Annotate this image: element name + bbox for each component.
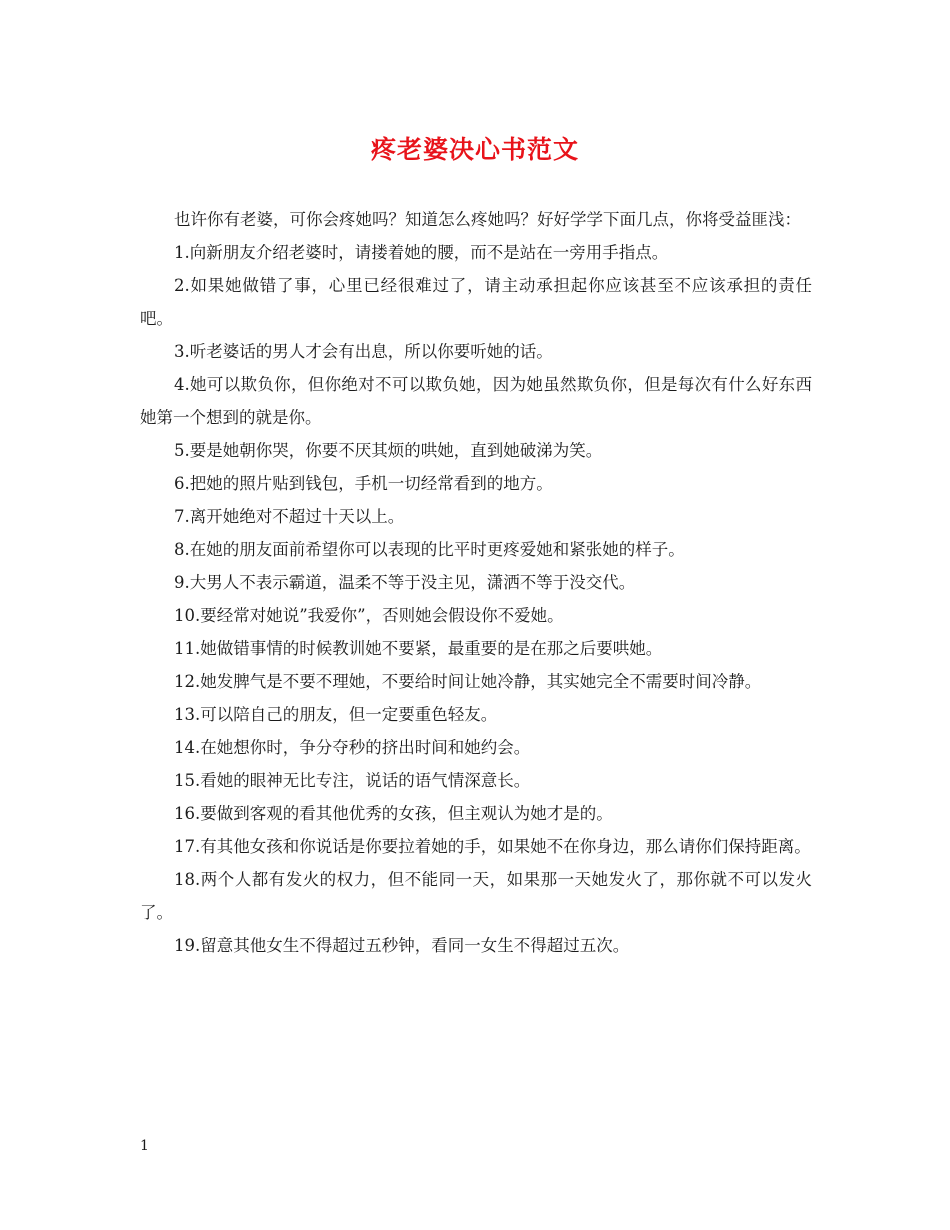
list-item: 8.在她的朋友面前希望你可以表现的比平时更疼爱她和紧张她的样子。 — [174, 540, 685, 559]
list-item: 14.在她想你时，争分夺秒的挤出时间和她约会。 — [174, 738, 531, 757]
list-item: 1.向新朋友介绍老婆时，请搂着她的腰，而不是站在一旁用手指点。 — [174, 243, 669, 262]
document-title: 疼老婆决心书范文 — [370, 135, 579, 164]
list-item: 3.听老婆话的男人才会有出息，所以你要听她的话。 — [174, 342, 553, 361]
list-item: 7.离开她绝对不超过十天以上。 — [174, 507, 405, 526]
list-item: 12.她发脾气是不要不理她，不要给时间让她冷静，其实她完全不需要时间冷静。 — [174, 672, 762, 691]
list-item: 11.她做错事情的时候教训她不要紧，最重要的是在那之后要哄她。 — [174, 639, 663, 658]
list-item: 9.大男人不表示霸道，温柔不等于没主见，潇洒不等于没交代。 — [174, 573, 636, 592]
document-body — [140, 203, 812, 962]
list-item: 4.她可以欺负你，但你绝对不可以欺负她，因为她虽然欺负你，但是每次有什么好东西她第一个想到的就是你。 — [140, 375, 812, 427]
list-item: 19.留意其他女生不得超过五秒钟，看同一女生不得超过五次。 — [174, 936, 630, 955]
list-item: 5.要是她朝你哭，你要不厌其烦的哄她，直到她破涕为笑。 — [174, 441, 603, 460]
page-number: 1 — [140, 1138, 149, 1154]
list-item: 16.要做到客观的看其他优秀的女孩，但主观认为她才是的。 — [174, 804, 613, 823]
paragraph-intro: 也许你有老婆，可你会疼她吗？知道怎么疼她吗？好好学学下面几点，你将受益匪浅： — [174, 210, 801, 229]
list-item: 17.有其他女孩和你说话是你要拉着她的手，如果她不在你身边，那么请你们保持距离。 — [174, 837, 811, 856]
list-item: 6.把她的照片贴到钱包，手机一切经常看到的地方。 — [174, 474, 553, 493]
list-item: 13.可以陪自己的朋友，但一定要重色轻友。 — [174, 705, 498, 724]
list-item: 18.两个人都有发火的权力，但不能同一天，如果那一天她发火了，那你就不可以发火了。 — [140, 870, 812, 922]
list-item: 15.看她的眼神无比专注，说话的语气情深意长。 — [174, 771, 531, 790]
list-item: 10.要经常对她说”我爱你”，否则她会假设你不爱她。 — [174, 606, 564, 625]
list-item: 2.如果她做错了事，心里已经很难过了，请主动承担起你应该甚至不应该承担的责任吧。 — [140, 276, 812, 328]
